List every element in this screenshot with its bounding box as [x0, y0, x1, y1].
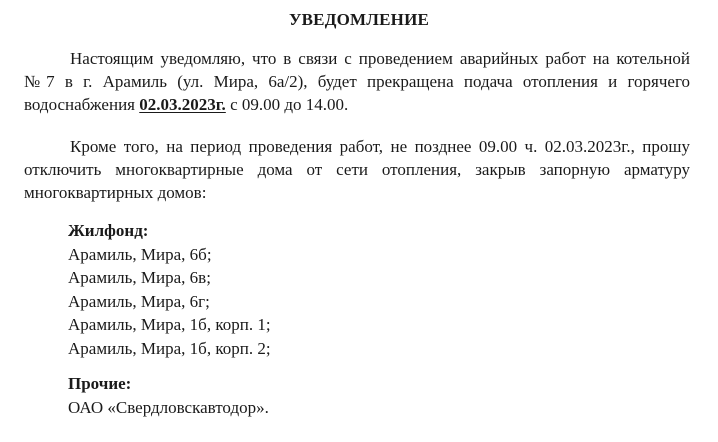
housing-address: Арамиль, Мира, 6б; — [68, 244, 212, 264]
other-section — [68, 372, 269, 419]
housing-heading: Жилфонд: — [68, 221, 149, 240]
shutdown-date: 02.03.2023г. — [139, 95, 226, 114]
notice-title: УВЕДОМЛЕНИЕ — [288, 10, 430, 29]
paragraph1-text: Настоящим уведомляю, что в связи с проведением аварийных работ на котельной №7 в г. Арамиль (ул. Мира, 6а/2), будет прекращена подача отопления и горячего водоснабжения — [24, 49, 690, 114]
other-organization: ОАО «Свердловскавтодор». — [68, 397, 269, 417]
housing-address: Арамиль, Мира, 6в; — [68, 268, 211, 287]
notice-paragraph-request — [24, 135, 690, 204]
housing-address: Арамиль, Мира, 6г; — [68, 291, 210, 311]
housing-address: Арамиль, Мира, 1б, корп. 1; — [68, 315, 271, 334]
shutdown-time: с 09.00 до 14.00. — [225, 95, 349, 114]
other-heading: Прочие: — [68, 374, 132, 393]
notice-paragraph-shutdown — [24, 47, 690, 116]
paragraph2-text: Кроме того, на период проведения работ, не позднее 09.00 ч. 02.03.2023г., прошу отключить многоквартирные дома от сети отопления, закрыв запорную арматуру многоквартирных домов: — [24, 137, 690, 202]
housing-address: Арамиль, Мира, 1б, корп. 2; — [68, 338, 271, 358]
housing-section — [68, 219, 271, 360]
